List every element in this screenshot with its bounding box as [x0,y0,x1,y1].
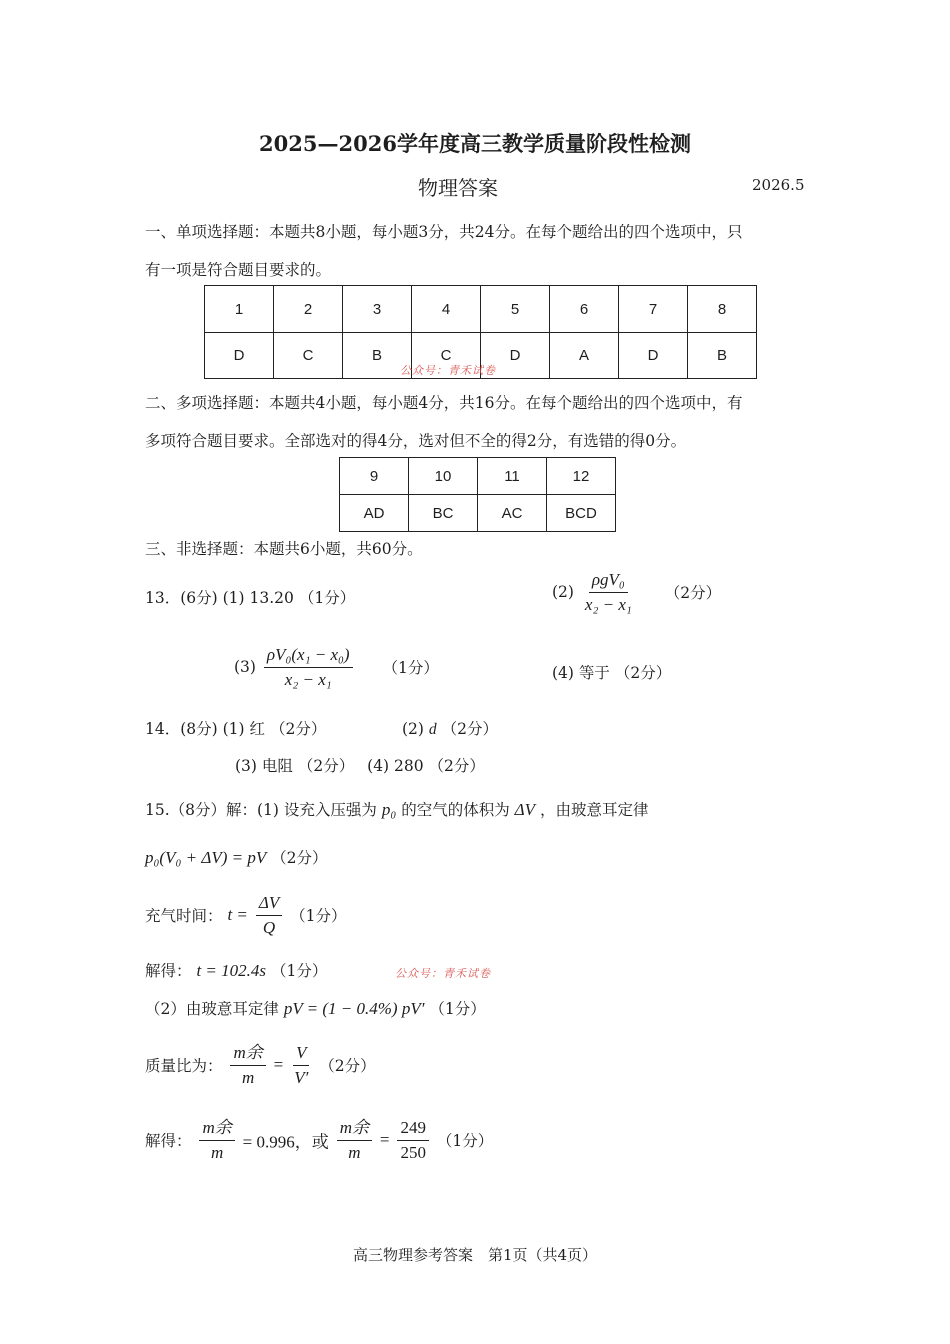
question-number: 4 [412,286,481,333]
section3-intro: 三、非选择题：本题共6小题，共60分。 [145,540,423,558]
fraction-numerator: ΔV [256,893,282,916]
q15-solve2-value: = 0.996，或 [242,1132,329,1152]
answer-cell: C [274,333,343,379]
question-number: 11 [478,458,547,495]
watermark-text: 公众号：青禾试卷 [395,967,491,980]
q15-eq1: p₀(V₀ + ΔV) = pV [145,848,267,867]
q15-solve1-eq: t = 102.4s [196,961,267,980]
q13-part4-label: (4) 等于 [552,664,610,682]
question-number: 6 [550,286,619,333]
q14-part1: (1) 红 [222,720,266,738]
q15-charge-label: 充气时间： [145,907,223,926]
q15-mass-label: 质量比为： [145,1057,223,1076]
q15-intro-suffix: ，由玻意耳定律 [539,801,649,819]
q15-intro-mid: 的空气的体积为 [401,801,510,819]
section2-intro-line2: 多项符合题目要求。全部选对的得4分，选对但不全的得2分，有选错的得0分。 [145,432,687,450]
q13-part3-score: （1分） [382,659,439,678]
q13-part3 [234,645,439,689]
q14-part4: (4) 280 [367,757,424,775]
answer-cell: D [205,333,274,379]
answer-cell: AD [340,495,409,532]
answer-cell: AC [478,495,547,532]
question-number: 7 [619,286,688,333]
q14-label: 14．(8分) [145,720,218,738]
answer-cell: B [343,333,412,379]
question-number: 12 [547,458,616,495]
q15-charge-time-line [145,893,347,937]
answer-cell: B [688,333,757,379]
q14-part3-score: （2分） [297,757,355,775]
q15-solve2-fraction3 [397,1118,429,1162]
fraction-numerator: m余 [337,1118,372,1141]
q15-intro: 15.（8分）解：(1) 设充入压强为 [145,801,377,819]
answer-cell: BC [409,495,478,532]
q15-solve2-label: 解得： [145,1132,192,1151]
q15-part2-score: （1分） [429,1000,486,1018]
q15-part2-line [145,997,486,1019]
fraction-denominator: m [348,1142,361,1162]
watermark-text: 公众号：青禾试卷 [400,364,496,377]
q15-eq1-line [145,846,328,868]
q13-part3-fraction [264,645,353,689]
answer-cell: C [412,333,481,379]
q13-part2-label: (2) [552,583,574,602]
q15-var-dv: ΔV [514,800,536,819]
fraction-numerator: ρV₀(x₁ − x₀) [264,645,353,668]
question-number: 10 [409,458,478,495]
fraction-denominator: x₂ − x₁ [584,594,632,614]
q15-line1 [145,798,648,820]
q15-var-p0: p₀ [381,800,397,819]
fraction-denominator: x₂ − x₁ [284,669,332,689]
question-number: 1 [205,286,274,333]
fraction-denominator: 250 [400,1142,426,1162]
q14-part2-var: d [428,721,437,738]
q15-part2-label: （2）由玻意耳定律 [145,1000,279,1018]
page-footer: 高三物理参考答案 第1页（共4页） [352,1246,598,1264]
question-number: 9 [340,458,409,495]
q15-mass-fraction1 [230,1043,265,1087]
exam-date: 2026.5 [752,176,805,194]
q13-part3-label: (3) [234,658,256,677]
fraction-denominator: m [210,1142,224,1162]
q15-solve2-line [145,1118,493,1162]
q14-line2 [235,754,485,776]
q14-part4-score: （2分） [428,757,485,775]
q14-part2-label: (2) [402,720,424,738]
q14-part3: (3) 电阻 [235,757,293,775]
fraction-numerator: m余 [230,1043,265,1066]
q13-part4 [552,661,671,683]
q15-solve2-score: （1分） [436,1132,494,1151]
q15-mass-ratio-line [145,1043,376,1087]
q13-part1-score: （1分） [298,589,356,607]
q15-t-eq: t = [227,905,248,925]
q13-part1: (1) 13.20 [222,589,294,607]
answer-cell: BCD [547,495,616,532]
q15-solve1-line [145,959,327,981]
q15-part2-eq: pV = (1 − 0.4%) pV′ [283,999,425,1018]
q13-label: 13．(6分) [145,589,218,607]
q13-part2-score: （2分） [664,584,722,603]
q15-solve1-label: 解得： [145,962,192,980]
q15-solve2-fraction2 [337,1118,372,1162]
equals-sign: = [273,1055,284,1075]
q15-solve1-score: （1分） [270,962,328,980]
q14-part2 [402,717,498,739]
answer-cell: D [619,333,688,379]
section1-intro-line1: 一、单项选择题：本题共8小题，每小题3分，共24分。在每个题给出的四个选项中，只 [145,223,743,241]
q14-line1 [145,717,326,739]
q13-part4-score: （2分） [614,664,672,682]
q15-eq1-score: （2分） [271,849,328,867]
page-title: 2025—2026学年度高三教学质量阶段性检测 [259,131,691,156]
question-number: 8 [688,286,757,333]
fraction-denominator: m [241,1067,255,1087]
page-subtitle: 物理答案 [418,176,498,200]
q13-part2-fraction [582,570,635,614]
q15-mass-fraction2 [291,1043,311,1087]
q15-t-score: （1分） [290,907,347,926]
fraction-numerator: m余 [199,1118,234,1141]
question-number: 5 [481,286,550,333]
q14-part2-score: （2分） [441,720,498,738]
q15-mass-score: （2分） [319,1057,376,1076]
q15-t-fraction [256,893,282,937]
q14-part1-score: （2分） [269,720,327,738]
q13-line1 [145,586,355,608]
q15-solve2-fraction1 [199,1118,234,1162]
fraction-denominator: Q [262,917,276,937]
section1-intro-line2: 有一项是符合题目要求的。 [145,261,332,279]
answer-cell: D [481,333,550,379]
answer-cell: A [550,333,619,379]
question-number: 2 [274,286,343,333]
fraction-numerator: ρgV₀ [589,570,628,593]
fraction-numerator: 249 [397,1118,429,1141]
q13-part2 [552,570,721,614]
section2-answer-table [339,457,616,532]
question-number: 3 [343,286,412,333]
fraction-numerator: V [293,1043,309,1066]
fraction-denominator: V′ [294,1067,309,1087]
section2-intro-line1: 二、多项选择题：本题共4小题，每小题4分，共16分。在每个题给出的四个选项中，有 [145,394,743,412]
equals-sign: = [379,1130,390,1150]
